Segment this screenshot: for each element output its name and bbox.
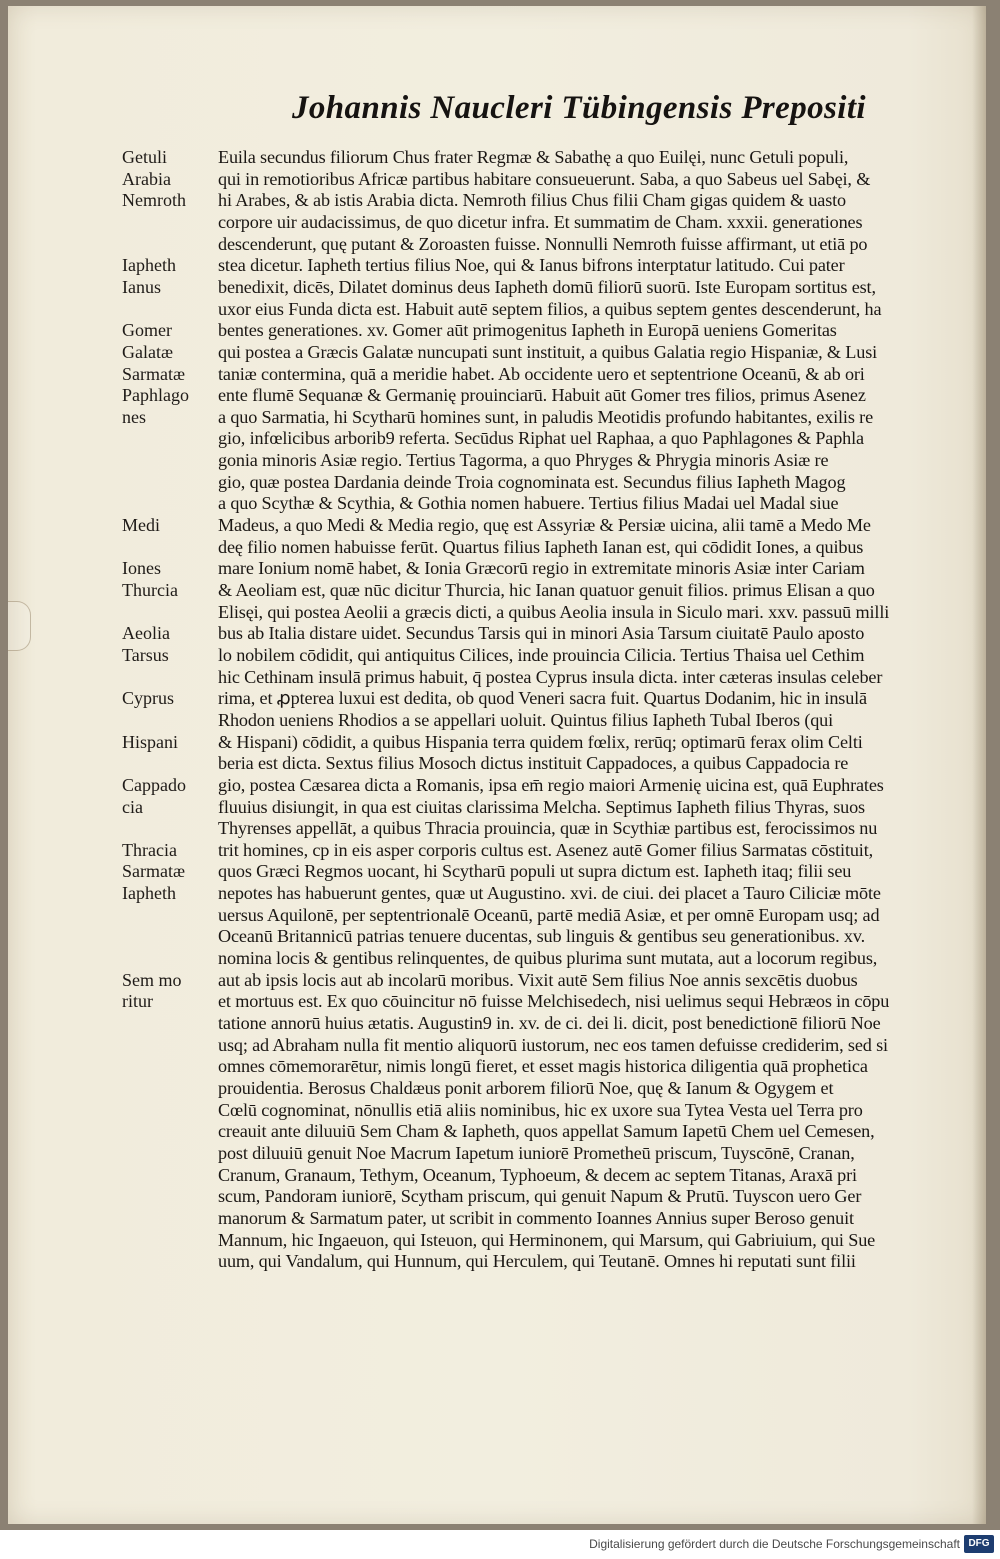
text-line: gio, postea Cæsarea dicta a Romanis, ipsa em̄ regio maiori Armenię uicina est, quā Euphrates <box>218 774 884 795</box>
text-line: uxor eius Funda dicta est. Habuit autē septem filios, a quibus septem gentes descenderunt, ha <box>218 298 882 319</box>
dfg-logo: DFG <box>964 1535 994 1553</box>
text-line: hi Arabes, & ab istis Arabia dicta. Nemroth filius Chus filii Cham gigas quidem & uasto <box>218 190 846 211</box>
text-line: hic Cethinam insulā primus habuit, q̄ postea Cyprus insula dicta. inter cæteras insulas celeber <box>218 666 883 687</box>
text-line: quos Græci Regmos uocant, hi Scytharū populi ut supra dictum est. Iapheth itaq; filii seu <box>218 861 852 882</box>
text-line: aut ab ipsis locis aut ab incolarū moribus. Vixit autē Sem filius Noe annis sexcētis duobus <box>218 969 858 990</box>
margin-note: Paphlago <box>122 385 189 406</box>
margin-note: Galatæ <box>122 341 173 362</box>
text-line: Cranum, Granaum, Tethym, Oceanum, Typhoeum, & decem ac septem Titanas, Araxā pri <box>218 1164 857 1185</box>
text-line: uersus Aquilonē, per septentrionalē Oceanū, partē mediā Asiæ, et per omnē Europam usq; ad <box>218 904 880 925</box>
margin-note: Arabia <box>122 168 171 189</box>
margin-note: Hispani <box>122 731 178 752</box>
text-line: beria est dicta. Sextus filius Mosoch dictus instituit Cappadoces, a quibus Cappadocia re <box>218 753 849 774</box>
margin-note: Thracia <box>122 839 177 860</box>
text-line: stea dicetur. Iapheth tertius filius Noe, qui & Ianus bifrons interptatur latitudo. Cui pater <box>218 255 845 276</box>
margin-note: Ianus <box>122 276 161 297</box>
margin-note: Getuli <box>122 147 167 167</box>
margin-note: Thurcia <box>122 580 178 600</box>
text-line: scum, Pandoram iuniorē, Scytham priscum, qui genuit Napum & Prutū. Tuyscon uero Ger <box>218 1186 862 1207</box>
margin-note: Sarmatæ <box>122 363 185 384</box>
text-line: a quo Sarmatia, hi Scytharū homines sunt, in paludis Meotidis profundo habitantes, exilis re <box>218 406 873 427</box>
text-line: Euila secundus filiorum Chus frater Regmæ & Sabathę a quo Euilęi, nunc Getuli populi, <box>218 147 849 167</box>
binding-shadow <box>972 6 986 1524</box>
text-line: descenderunt, quę putant & Zoroasten fuisse. Nonnulli Nemroth fuisse affirmant, ut etiā po <box>218 233 868 254</box>
text-line: & Aeoliam est, quæ nūc dicitur Thurcia, hic Ianan quatuor genuit filios. primus Elisan a quo <box>218 580 875 600</box>
margin-note: Iones <box>122 558 161 579</box>
margin-note: Sarmatæ <box>122 861 185 882</box>
text-line: qui in remotioribus Africæ partibus habitare consueuerunt. Saba, a quo Sabeus uel Sabęi, & <box>218 168 871 189</box>
margin-note: Aeolia <box>122 623 170 644</box>
margin-note: ritur <box>122 991 153 1012</box>
text-line: mare Ionium nomē habet, & Ionia Græcorū regio in extremitate minoris Asiæ inter Cariam <box>218 558 865 579</box>
text-line: deę filio nomen habuisse ferūt. Quartus filius Iapheth Ianan est, qui cōdidit Iones, a quibus <box>218 536 864 557</box>
text-line: & Hispani) cōdidit, a quibus Hispania terra quidem fœlix, rerūq; optimarū ferax olim Celti <box>218 731 863 752</box>
margin-note: Nemroth <box>122 190 186 211</box>
margin-note: Iapheth <box>122 255 176 276</box>
text-line: Oceanū Britannicū patrias tenuere ducentas, sub linguis & gentibus seu generationibus. xv. <box>218 926 865 947</box>
text-line: omnes cōmemorarētur, nimis longū fieret, et esset magis historica diligentia quā prophetica <box>218 1056 868 1077</box>
text-line: gio, quæ postea Dardania deinde Troia cognominata est. Secundus filius Iapheth Magog <box>218 471 846 492</box>
text-line: nepotes has habuerunt gentes, quæ ut Augustino. xvi. de ciui. dei placet a Tauro Ciliciæ mōte <box>218 883 881 904</box>
margin-note: nes <box>122 406 146 427</box>
text-line: taniæ contermina, quā a meridie habet. Ab occidente uero et septentrione Oceanū, & ab ori <box>218 363 865 384</box>
margin-note: cia <box>122 796 143 817</box>
text-line: prouidentia. Berosus Chaldæus ponit arborem filiorū Noe, quę & Ianum & Ogygem et <box>218 1077 834 1098</box>
text-line: Mannum, hic Ingaeuon, qui Isteuon, qui Herminonem, qui Marsum, qui Gabriuium, qui Sue <box>218 1229 876 1250</box>
text-line: Cœlū cognominat, nōnullis etiā aliis nominibus, hic ex uxore sua Tytea Vesta uel Terra pro <box>218 1099 863 1120</box>
text-line: et mortuus est. Ex quo cōuincitur nō fuisse Melchisedech, nisi uelimus sequi Hebræos in cōpu <box>218 991 890 1012</box>
text-line: qui postea a Græcis Galatæ nuncupati sunt instituit, a quibus Galatia regio Hispaniæ, & Lusi <box>218 341 878 362</box>
text-line: fluuius disiungit, in qua est ciuitas clarissima Melcha. Septimus Iapheth filius Thyras, suos <box>218 796 865 817</box>
running-head: Johannis Naucleri Tübingensis Prepositi <box>292 90 866 126</box>
book-page <box>8 6 986 1524</box>
text-line: creauit ante diluuiū Sem Cham & Iapheth, quos appellat Samum Iapetū Chem uel Cemesen, <box>218 1121 875 1142</box>
text-line: rima, et ꝓpterea luxui est dedita, ob quod Veneri sacra fuit. Quartus Dodanim, hic in insulā <box>218 688 867 709</box>
margin-note: Medi <box>122 515 160 536</box>
text-line: bentes generationes. xv. Gomer aūt primogenitus Iapheth in Europā ueniens Gomeritas <box>218 320 837 341</box>
text-line: gonia minoris Asiæ regio. Tertius Tagorma, a quo Phryges & Phrygia minoris Asiæ re <box>218 450 829 471</box>
footer-bar <box>0 1530 1000 1559</box>
margin-note: Iapheth <box>122 883 176 904</box>
text-line: trit homines, cp in eis asper corporis cultus est. Asenez autē Gomer filius Sarmatas cōstituit, <box>218 839 874 860</box>
margin-note: Gomer <box>122 320 172 341</box>
text-line: ente flumē Sequanæ & Germanię prouinciarū. Habuit aūt Gomer tres filios, primus Asenez <box>218 385 866 406</box>
text-line: a quo Scythæ & Scythia, & Gothia nomen habuere. Tertius filius Madai uel Madal siue <box>218 493 839 514</box>
text-line: Thyrenses appellāt, a quibus Thracia prouincia, quæ in Scythiæ partibus est, ferocissimos nu <box>218 818 878 839</box>
text-line: Rhodon ueniens Rhodios a se appellari uoluit. Quintus filius Iapheth Tubal Iberos (qui <box>218 709 834 730</box>
text-line: usq; ad Abraham nulla fit mentio aliquorū iustorum, nec eos tamen defuisse crediderim, sed si <box>218 1034 888 1055</box>
text-line: gio, infœlicibus arborib9 referta. Secūdus Riphat uel Raphaa, a quo Paphlagones & Paphla <box>218 428 864 449</box>
text-line: benedixit, dicēs, Dilatet dominus deus Iapheth domū filiorū suorū. Iste Europam sortitus est, <box>218 276 876 297</box>
margin-note: Cyprus <box>122 688 175 709</box>
footer-credit: Digitalisierung gefördert durch die Deutsche Forschungsgemeinschaft <box>589 1537 960 1551</box>
text-line: Madeus, a quo Medi & Media regio, quę est Assyriæ & Persiæ uicina, alii tamē a Medo Me <box>218 515 871 536</box>
text-line: Elisęi, qui postea Aeolii a græcis dicti, a quibus Aeolia insula in Siculo mari. xxv. passuū milli <box>218 601 890 622</box>
text-line: tatione annorū huius ætatis. Augustin9 in. xv. de ci. dei li. dicit, post benedictionē filiorū Noe <box>218 1013 881 1033</box>
text-line: bus ab Italia distare uidet. Secundus Tarsis qui in minori Asia Tarsum ciuitatē Paulo aposto <box>218 623 865 644</box>
text-line: post diluuiū genuit Noe Macrum Iapetum iuniorē Prometheū priscum, Tuyscōnē, Cranan, <box>218 1142 855 1163</box>
text-line: corpore uir audacissimus, de quo dicetur infra. Et summatim de Cham. xxxii. generationes <box>218 211 863 232</box>
text-line: manorum & Sarmatum pater, ut scribit in commento Ioannes Annius super Beroso genuit <box>218 1207 854 1228</box>
text-line: nomina locis & gentibus relinquentes, de quibus plurima sunt mutata, aut a locorum regibus, <box>218 948 878 969</box>
text-line: lo nobilem cōdidit, qui antiquitus Cilices, inde prouincia Cilicia. Tertius Thaisa uel Cethim <box>218 644 865 665</box>
margin-note: Tarsus <box>122 644 169 665</box>
page-tab-marker <box>8 601 31 651</box>
margin-note: Cappado <box>122 774 186 795</box>
text-line: uum, qui Vandalum, qui Hunnum, qui Herculem, qui Teutanē. Omnes hi reputati sunt filii <box>218 1251 856 1272</box>
margin-note: Sem mo <box>122 969 182 990</box>
